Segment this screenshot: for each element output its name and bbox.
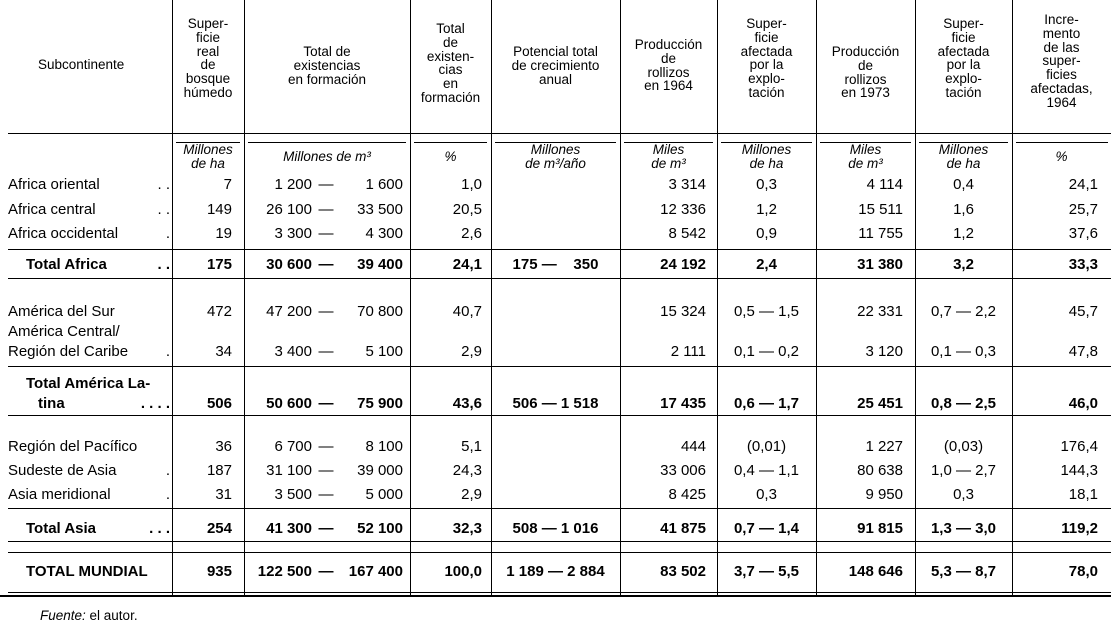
cell-area: 149 (206, 201, 232, 218)
unit-prod64: de m³ (651, 156, 686, 171)
cell-stock-dash: — (318, 343, 334, 360)
cell-area: 19 (215, 225, 232, 242)
header-aff73: explo- (945, 71, 982, 87)
cell-prod-1964: 17 435 (660, 395, 706, 412)
cell-stock-max: 5 000 (365, 486, 403, 503)
cell-increment: 37,6 (1068, 225, 1098, 242)
footnote-text: el autor. (85, 608, 138, 623)
cell-increment: 18,1 (1068, 486, 1098, 503)
unit-aff64: de ha (749, 156, 784, 171)
cell-affected-1964: 0,4 — 1,1 (733, 462, 800, 479)
cell-area: 935 (206, 563, 232, 580)
row-label: Africa occidental (8, 225, 119, 242)
header-incr: afectadas, (1030, 81, 1093, 96)
unit-stock_range: Millones de m³ (283, 149, 371, 164)
header-growth: Potencial total (513, 44, 598, 59)
header-stock_range: en formación (287, 71, 367, 87)
header-incr: de las (1043, 39, 1080, 55)
cell-stock-dash: — (318, 176, 334, 193)
cell-area: 506 (206, 395, 232, 412)
cell-stock-dash: — (318, 462, 334, 479)
cell-affected-1973: 0,4 (953, 176, 974, 193)
cell-stock-pct: 40,7 (452, 303, 482, 320)
cell-stock-pct: 24,3 (452, 462, 482, 479)
header-incr: ficies (1046, 67, 1077, 83)
header-stock_range: Total de (303, 44, 351, 59)
row-label: América Central/ (8, 323, 120, 340)
cell-affected-1973: 1,0 — 2,7 (930, 462, 997, 479)
cell-increment: 119,2 (1061, 520, 1098, 537)
header-aff64: ficie (754, 29, 779, 45)
unit-growth: Millones (530, 142, 581, 157)
row-leader-dots: . (165, 486, 170, 503)
header-incr: 1964 (1046, 94, 1077, 110)
cell-stock-dash: — (318, 520, 334, 537)
cell-stock-min: 30 600 (266, 256, 312, 273)
header-area: Super- (187, 16, 229, 31)
unit-stock_pct: % (444, 149, 457, 164)
cell-affected-1973: 0,1 — 0,3 (930, 343, 997, 360)
total-rule-top (8, 552, 1111, 553)
cell-increment: 47,8 (1068, 343, 1098, 360)
cell-stock-min: 50 600 (266, 395, 312, 412)
row-label: Asia meridional (8, 486, 111, 503)
row-label: Africa oriental (8, 176, 100, 193)
cell-area: 34 (215, 343, 232, 360)
row-label: Total Africa (26, 256, 107, 273)
cell-prod-1973: 3 120 (865, 343, 903, 360)
cell-affected-1964: 0,3 (756, 486, 777, 503)
cell-stock-min: 47 200 (266, 303, 312, 320)
header-growth: de crecimiento (511, 57, 600, 73)
cell-growth: 508 — 1 016 (512, 520, 599, 537)
header-stock_range: existencias (293, 57, 361, 73)
cell-affected-1973: 3,2 (953, 256, 974, 273)
cell-affected-1964: 2,4 (756, 256, 777, 273)
unit-growth: de m³/año (525, 156, 586, 171)
cell-prod-1973: 31 380 (857, 256, 903, 273)
header-aff64: explo- (748, 71, 785, 87)
header-prod73: rollizos (844, 71, 887, 87)
cell-growth: 175 — 350 (512, 256, 599, 273)
header-aff64: tación (748, 85, 785, 100)
cell-prod-1964: 444 (680, 438, 706, 455)
header-aff73: tación (945, 85, 982, 100)
cell-stock-min: 1 200 (274, 176, 312, 193)
cell-stock-max: 39 400 (357, 256, 403, 273)
cell-affected-1973: 5,3 — 8,7 (930, 563, 997, 580)
cell-stock-pct: 5,1 (461, 438, 482, 455)
row-leader-dots: . (165, 225, 170, 242)
row-leader-dots: . (165, 462, 170, 479)
footnote-label: Fuente: (40, 608, 86, 623)
cell-area: 36 (215, 438, 232, 455)
cell-prod-1973: 91 815 (857, 520, 903, 537)
header-aff64: afectada (740, 43, 793, 59)
cell-affected-1964: 0,7 — 1,4 (733, 520, 800, 537)
cell-stock-pct: 2,6 (461, 225, 482, 242)
header-prod73: de (857, 57, 874, 73)
unit-area: Millones (183, 142, 233, 157)
cell-prod-1964: 33 006 (660, 462, 706, 479)
row-label-continued: tina (38, 395, 65, 412)
header-prod64: en 1964 (644, 78, 693, 94)
cell-stock-min: 31 100 (266, 462, 312, 479)
total-rule-bottom (8, 278, 1111, 279)
cell-affected-1964: (0,01) (746, 438, 787, 455)
row-leader-dots: . . (157, 201, 170, 218)
cell-prod-1964: 15 324 (660, 303, 706, 320)
header-aff73: Super- (943, 16, 984, 31)
header-prod73: Producción (831, 44, 900, 59)
header-stock_pct: cias (438, 62, 463, 78)
cell-stock-max: 8 100 (365, 438, 403, 455)
column-divider (491, 0, 492, 596)
header-area: de (200, 57, 216, 73)
row-leader-dots: . . . . (140, 395, 170, 412)
cell-prod-1964: 8 425 (668, 486, 706, 503)
cell-prod-1973: 15 511 (858, 201, 903, 218)
cell-stock-pct: 20,5 (452, 201, 482, 218)
cell-stock-pct: 1,0 (461, 176, 482, 193)
header-area: ficie (195, 29, 220, 45)
header-aff64: Super- (746, 16, 787, 31)
unit-prod73: de m³ (848, 156, 883, 171)
unit-aff64: Millones (741, 142, 792, 157)
table-bottom-rule (0, 595, 1111, 597)
cell-stock-min: 41 300 (266, 520, 312, 537)
cell-prod-1973: 9 950 (865, 486, 903, 503)
header-incr: Incre- (1044, 12, 1079, 27)
cell-prod-1964: 41 875 (660, 520, 706, 537)
cell-stock-pct: 32,3 (452, 520, 482, 537)
cell-increment: 24,1 (1068, 176, 1098, 193)
total-rule-top (8, 508, 1111, 509)
cell-affected-1964: 0,3 (756, 176, 777, 193)
cell-increment: 144,3 (1060, 462, 1098, 479)
cell-area: 31 (215, 486, 232, 503)
cell-prod-1964: 2 111 (670, 343, 706, 360)
header-aff73: por la (946, 57, 981, 73)
cell-stock-dash: — (318, 201, 334, 218)
row-label: Total América La- (26, 375, 151, 392)
cell-stock-pct: 100,0 (444, 563, 482, 580)
cell-growth: 1 189 — 2 884 (506, 563, 605, 580)
header-area: real (196, 43, 220, 59)
total-rule-top (8, 249, 1111, 250)
cell-stock-min: 3 500 (274, 486, 312, 503)
cell-area: 254 (206, 520, 232, 537)
cell-area: 472 (206, 303, 232, 320)
cell-stock-min: 6 700 (274, 438, 312, 455)
cell-affected-1964: 0,9 (756, 225, 777, 242)
cell-prod-1973: 11 755 (858, 225, 903, 242)
header-subcontinent: Subcontinente (38, 57, 125, 72)
cell-affected-1973: 1,3 — 3,0 (930, 520, 997, 537)
cell-affected-1973: 0,3 (953, 486, 974, 503)
footnote (40, 608, 138, 623)
row-label: Total Asia (26, 520, 97, 537)
cell-increment: 46,0 (1068, 395, 1098, 412)
cell-stock-max: 39 000 (357, 462, 403, 479)
cell-stock-max: 167 400 (348, 563, 403, 580)
cell-growth: 506 — 1 518 (512, 395, 599, 412)
cell-stock-pct: 24,1 (452, 256, 482, 273)
cell-prod-1973: 22 331 (857, 303, 903, 320)
header-stock_pct: Total (436, 21, 465, 36)
cell-stock-pct: 2,9 (461, 486, 482, 503)
header-prod64: de (660, 50, 677, 66)
header-prod64: Producción (634, 37, 703, 52)
cell-stock-max: 70 800 (357, 303, 403, 320)
row-leader-dots: . . (157, 176, 170, 193)
cell-increment: 45,7 (1068, 303, 1098, 320)
header-aff73: afectada (937, 43, 990, 59)
cell-affected-1964: 3,7 — 5,5 (733, 563, 800, 580)
cell-area: 175 (206, 256, 232, 273)
row-label-continued: Región del Caribe (8, 343, 129, 360)
cell-stock-pct: 43,6 (452, 395, 482, 412)
header-stock_pct: en (442, 76, 459, 92)
cell-affected-1973: 0,7 — 2,2 (930, 303, 997, 320)
unit-prod73: Miles (849, 142, 882, 157)
total-rule-bottom (8, 592, 1111, 593)
cell-affected-1973: 1,6 (953, 201, 974, 218)
header-area: bosque (185, 71, 231, 87)
cell-prod-1964: 24 192 (660, 256, 706, 273)
cell-increment: 25,7 (1068, 201, 1098, 218)
cell-stock-max: 5 100 (365, 343, 403, 360)
unit-incr: % (1055, 149, 1068, 164)
cell-prod-1973: 80 638 (857, 462, 903, 479)
cell-prod-1964: 3 314 (668, 176, 706, 193)
cell-affected-1964: 1,2 (756, 201, 777, 218)
row-label: Africa central (8, 201, 96, 218)
row-leader-dots: . . (157, 256, 170, 273)
cell-affected-1964: 0,1 — 0,2 (733, 343, 800, 360)
cell-increment: 176,4 (1060, 438, 1098, 455)
cell-prod-1964: 12 336 (660, 201, 706, 218)
total-rule-bottom (8, 541, 1111, 542)
cell-prod-1964: 8 542 (668, 225, 706, 242)
header-stock_pct: existen- (426, 48, 475, 64)
cell-stock-pct: 2,9 (461, 343, 482, 360)
cell-affected-1973: 1,2 (953, 225, 974, 242)
cell-stock-min: 122 500 (257, 563, 312, 580)
cell-stock-max: 33 500 (357, 201, 403, 218)
header-rule (8, 133, 1111, 134)
header-prod73: en 1973 (841, 85, 890, 101)
header-area: húmedo (183, 85, 233, 100)
row-leader-dots: . (165, 343, 170, 360)
cell-stock-max: 1 600 (365, 176, 403, 193)
row-label: Región del Pacífico (8, 438, 138, 455)
cell-affected-1964: 0,6 — 1,7 (733, 395, 800, 412)
unit-rule-incr (1016, 142, 1108, 143)
header-incr: super- (1042, 53, 1081, 69)
header-stock_pct: de (442, 34, 459, 50)
cell-prod-1973: 4 114 (866, 176, 903, 193)
cell-stock-min: 3 300 (274, 225, 312, 242)
cell-stock-dash: — (318, 256, 334, 273)
unit-rule-pct (414, 142, 487, 143)
total-rule-top (8, 366, 1111, 367)
cell-affected-1964: 0,5 — 1,5 (733, 303, 800, 320)
unit-rule-stock (248, 142, 406, 143)
unit-area: de ha (191, 156, 225, 171)
cell-stock-max: 52 100 (357, 520, 403, 537)
row-label: TOTAL MUNDIAL (26, 563, 148, 580)
cell-affected-1973: 0,8 — 2,5 (930, 395, 997, 412)
header-aff73: ficie (951, 29, 976, 45)
cell-stock-min: 26 100 (266, 201, 312, 218)
total-rule-bottom (8, 415, 1111, 416)
cell-increment: 33,3 (1068, 256, 1098, 273)
cell-stock-dash: — (318, 225, 334, 242)
row-label: América del Sur (8, 303, 115, 320)
cell-stock-dash: — (318, 438, 334, 455)
cell-stock-dash: — (318, 563, 334, 580)
cell-prod-1973: 25 451 (857, 395, 903, 412)
header-prod64: rollizos (647, 64, 690, 80)
cell-stock-max: 75 900 (357, 395, 403, 412)
cell-area: 187 (206, 462, 232, 479)
header-aff64: por la (749, 57, 784, 73)
cell-area: 7 (223, 176, 232, 193)
cell-increment: 78,0 (1068, 563, 1098, 580)
header-incr: mento (1042, 25, 1081, 41)
row-leader-dots: . . . (149, 520, 170, 537)
cell-stock-max: 4 300 (365, 225, 403, 242)
row-label: Sudeste de Asia (8, 462, 117, 479)
header-growth: anual (538, 71, 573, 87)
header-stock_pct: formación (420, 90, 481, 105)
cell-stock-dash: — (318, 395, 334, 412)
unit-aff73: Millones (938, 142, 989, 157)
cell-stock-dash: — (318, 486, 334, 503)
cell-stock-min: 3 400 (274, 343, 312, 360)
cell-affected-1973: (0,03) (943, 438, 984, 455)
unit-prod64: Miles (652, 142, 685, 157)
cell-prod-1964: 83 502 (660, 563, 706, 580)
cell-stock-dash: — (318, 303, 334, 320)
cell-prod-1973: 1 227 (865, 438, 903, 455)
unit-aff73: de ha (946, 156, 981, 171)
column-divider (244, 0, 245, 596)
cell-prod-1973: 148 646 (848, 563, 903, 580)
